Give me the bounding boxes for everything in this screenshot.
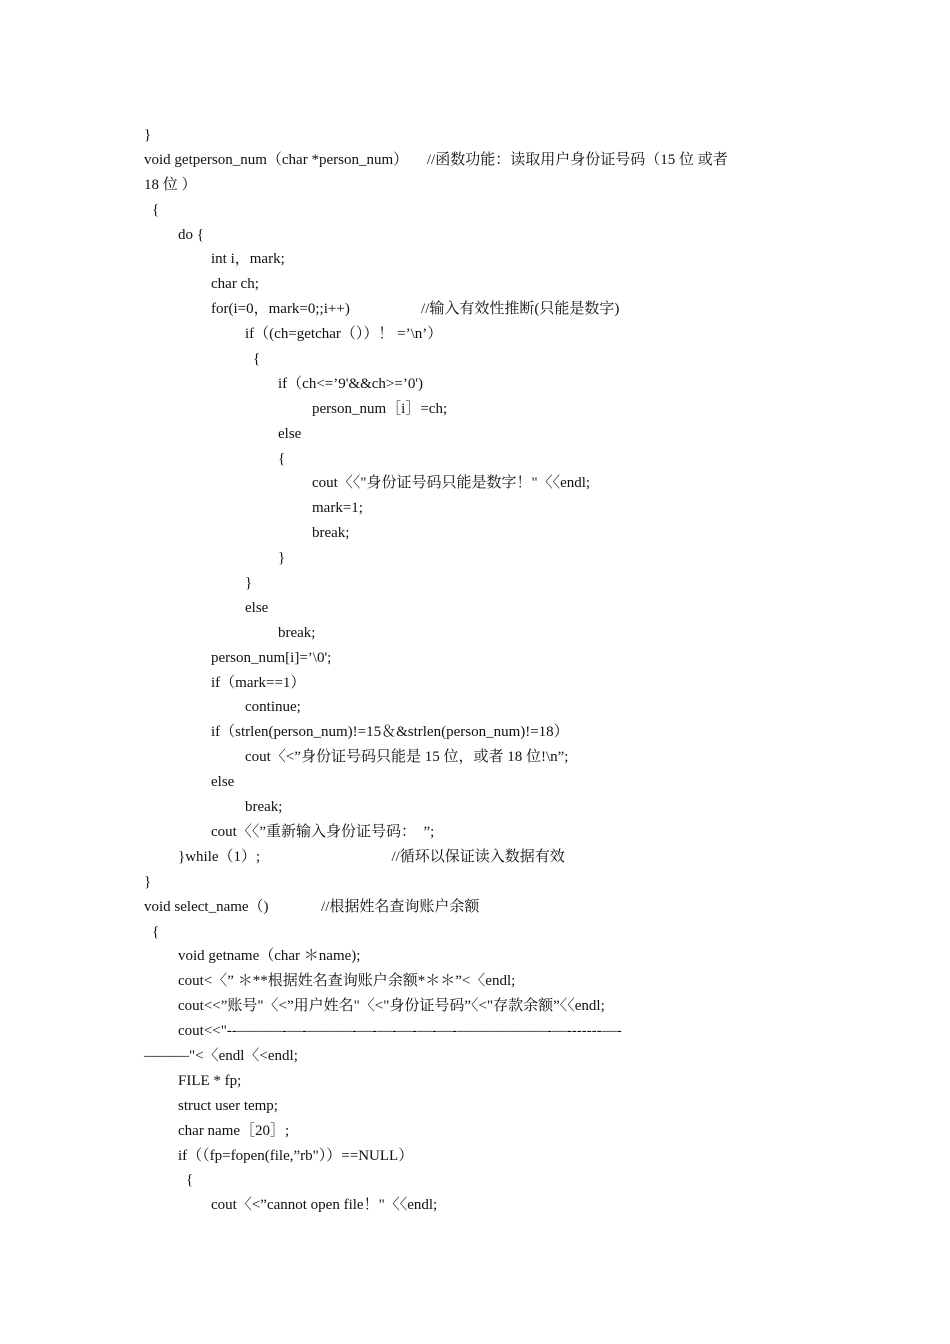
code-line: void getperson_num（char *person_num） //函数功能：读取用户身份证号码（15 位 或者 xyxy=(144,151,728,168)
code-line: 18 位 ） xyxy=(144,176,197,193)
code-line: { xyxy=(152,923,160,940)
code-line: } xyxy=(278,550,286,567)
code-line: ———"<〈endl〈<endl; xyxy=(144,1047,298,1064)
code-line: } xyxy=(245,575,253,592)
code-line: else xyxy=(211,774,235,791)
code-line: void select_name（) //根据姓名查询账户余额 xyxy=(144,898,480,915)
code-line: cout〈<”身份证号码只能是 15 位，或者 18 位!\n”; xyxy=(245,749,569,766)
code-line: }while（1）; //循环以保证读入数据有效 xyxy=(178,848,565,865)
code-line: { xyxy=(186,1172,194,1189)
code-line: if（mark==1） xyxy=(211,674,306,691)
code-line: if（(ch=getchar（））！ =’\n’） xyxy=(245,326,443,343)
code-listing xyxy=(144,123,816,1218)
code-line: break; xyxy=(278,624,316,641)
code-line: void getname（char ＊name); xyxy=(178,948,361,965)
code-line: { xyxy=(152,201,160,218)
code-line: FILE * fp; xyxy=(178,1072,242,1089)
code-line: break; xyxy=(312,525,350,542)
code-line: int i，mark; xyxy=(211,251,285,268)
code-line: { xyxy=(253,351,261,368)
code-line: else xyxy=(245,599,269,616)
code-line: cout<〈” ＊**根据姓名查询账户余额*＊＊”<〈endl; xyxy=(178,973,516,990)
code-line: if（（fp=fopen(file,”rb"））==NULL） xyxy=(178,1147,414,1164)
code-line: } xyxy=(144,127,152,143)
code-line: char name［20］; xyxy=(178,1122,290,1139)
code-line: do { xyxy=(178,226,204,243)
code-line: struct user temp; xyxy=(178,1097,278,1114)
code-line: cout〈〈”重新输入身份证号码： ”; xyxy=(211,823,435,840)
code-line: { xyxy=(278,450,286,467)
code-line: cout〈〈"身份证号码只能是数字！"〈〈endl; xyxy=(312,475,591,492)
code-line: cout<<"--———-—-———-—-—-—-—-—-——————-—-------—- xyxy=(178,1023,622,1040)
code-line: char ch; xyxy=(211,276,259,293)
code-line: mark=1; xyxy=(312,500,363,517)
code-line: if（strlen(person_num)!=15＆&strlen(person_num)!=18） xyxy=(211,724,569,741)
code-line: cout<<”账号"〈<”用户姓名"〈<"身份证号码”〈<"存款余额”〈〈endl; xyxy=(178,998,605,1015)
code-line: for(i=0，mark=0;;i++) //输入有效性推断(只能是数字) xyxy=(211,301,620,318)
code-line: continue; xyxy=(245,699,301,716)
code-line: else xyxy=(278,425,302,442)
code-line: person_num［i］=ch; xyxy=(312,400,448,417)
code-line: break; xyxy=(245,799,283,816)
code-line: person_num[i]=’\0'; xyxy=(211,649,332,666)
code-line: cout〈<”cannot open file！"〈〈endl; xyxy=(211,1197,438,1214)
code-line: if（ch<=’9'&&ch>=’0') xyxy=(278,375,424,392)
code-line: } xyxy=(144,873,152,890)
